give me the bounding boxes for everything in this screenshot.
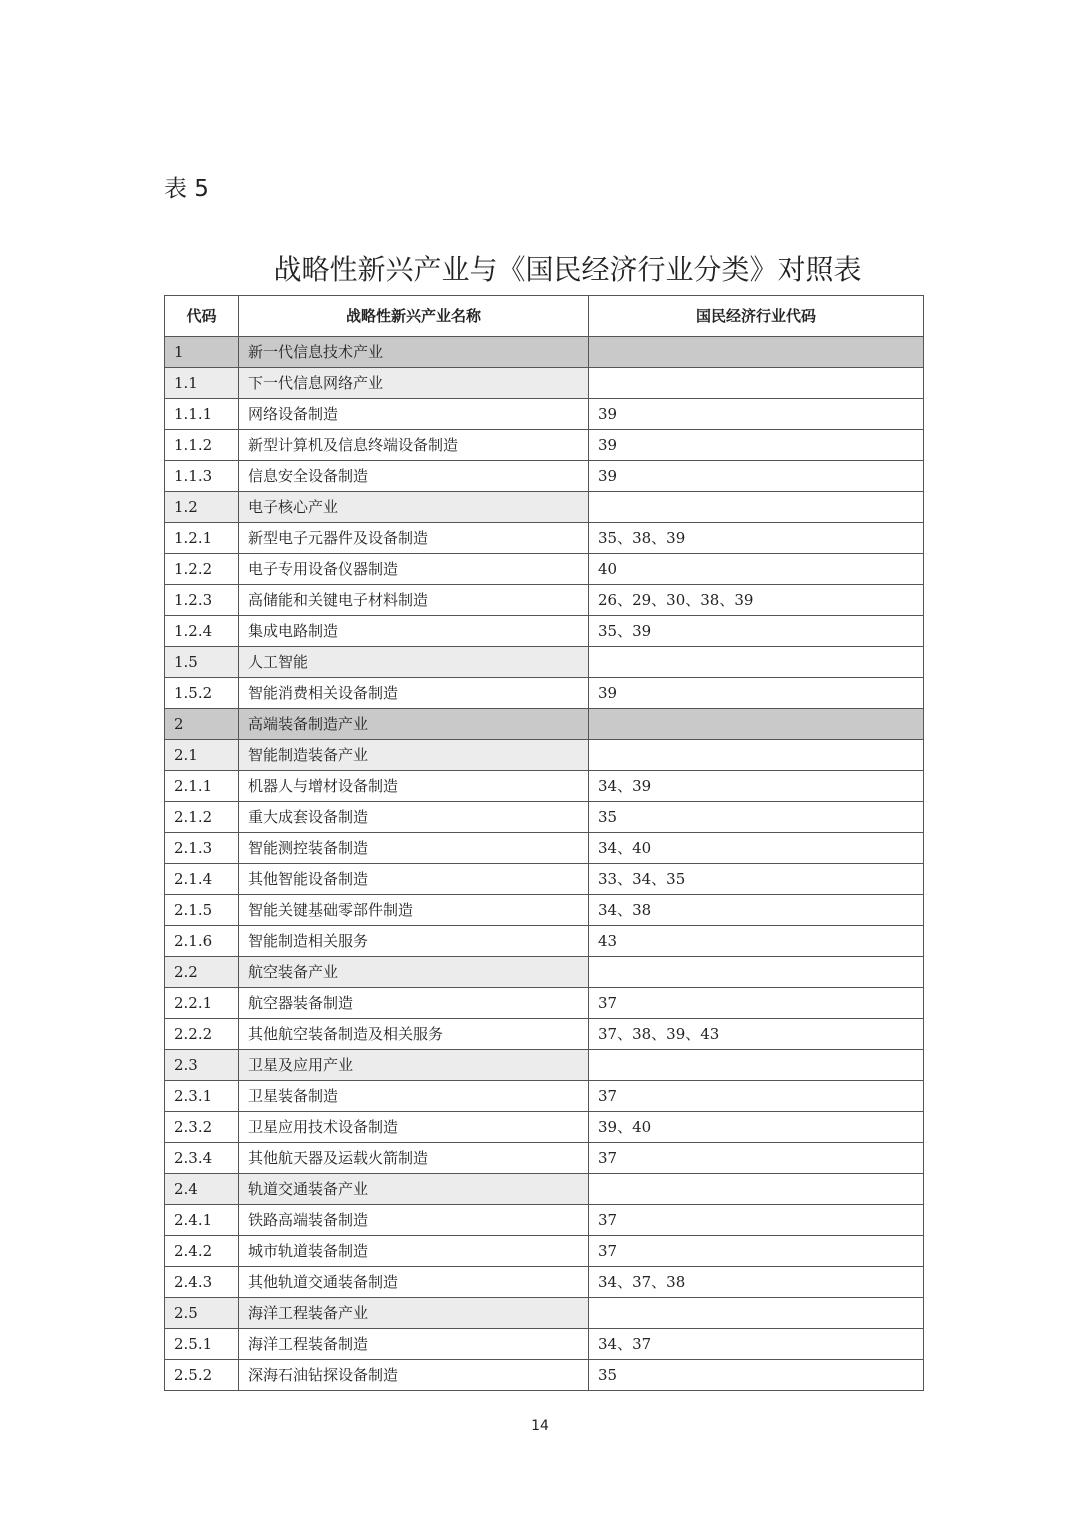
table-row: [165, 926, 924, 957]
row-code-cell: 1.2.3: [165, 585, 239, 616]
row-industry-name-cell: 城市轨道装备制造: [239, 1236, 589, 1267]
table-row: [165, 1081, 924, 1112]
table-row: [165, 740, 924, 771]
row-industry-name-cell: 新型计算机及信息终端设备制造: [239, 430, 589, 461]
row-economic-code-cell: 37、38、39、43: [589, 1019, 924, 1050]
row-code-cell: 2.5: [165, 1298, 239, 1329]
row-economic-code-cell: [589, 709, 924, 740]
row-code-cell: 1.2.4: [165, 616, 239, 647]
row-code-cell: 1.2.1: [165, 523, 239, 554]
row-code-cell: 1.1.1: [165, 399, 239, 430]
table-row: [165, 461, 924, 492]
row-code-cell: 2.1.4: [165, 864, 239, 895]
row-code-cell: 1.5: [165, 647, 239, 678]
row-industry-name-cell: 网络设备制造: [239, 399, 589, 430]
row-code-cell: 2.3.1: [165, 1081, 239, 1112]
row-code-cell: 1: [165, 337, 239, 368]
table-row: [165, 833, 924, 864]
row-industry-name-cell: 卫星装备制造: [239, 1081, 589, 1112]
row-code-cell: 2.4: [165, 1174, 239, 1205]
column-header-economic-code: 国民经济行业代码: [589, 296, 924, 337]
table-row: [165, 368, 924, 399]
row-economic-code-cell: 43: [589, 926, 924, 957]
row-economic-code-cell: 37: [589, 1081, 924, 1112]
industry-mapping-table: [164, 295, 924, 1391]
row-economic-code-cell: [589, 1298, 924, 1329]
table-row: [165, 802, 924, 833]
table-row: [165, 957, 924, 988]
row-economic-code-cell: 39: [589, 430, 924, 461]
row-industry-name-cell: 航空装备产业: [239, 957, 589, 988]
table-row: [165, 771, 924, 802]
row-code-cell: 1.1.3: [165, 461, 239, 492]
row-code-cell: 2.2: [165, 957, 239, 988]
table-row: [165, 864, 924, 895]
row-code-cell: 2.1.3: [165, 833, 239, 864]
row-economic-code-cell: 26、29、30、38、39: [589, 585, 924, 616]
row-economic-code-cell: 37: [589, 1143, 924, 1174]
row-code-cell: 1.2.2: [165, 554, 239, 585]
table-row: [165, 399, 924, 430]
table-row: [165, 709, 924, 740]
row-industry-name-cell: 新型电子元器件及设备制造: [239, 523, 589, 554]
row-economic-code-cell: 37: [589, 1236, 924, 1267]
row-industry-name-cell: 智能制造相关服务: [239, 926, 589, 957]
row-code-cell: 2.2.1: [165, 988, 239, 1019]
table-row: [165, 678, 924, 709]
row-code-cell: 2: [165, 709, 239, 740]
table-row: [165, 430, 924, 461]
row-industry-name-cell: 海洋工程装备产业: [239, 1298, 589, 1329]
table-row: [165, 988, 924, 1019]
row-industry-name-cell: 其他航空装备制造及相关服务: [239, 1019, 589, 1050]
row-economic-code-cell: [589, 368, 924, 399]
row-industry-name-cell: 其他智能设备制造: [239, 864, 589, 895]
row-economic-code-cell: [589, 1174, 924, 1205]
table-label: 表 5: [164, 176, 209, 202]
table-row: [165, 616, 924, 647]
row-economic-code-cell: [589, 492, 924, 523]
row-industry-name-cell: 新一代信息技术产业: [239, 337, 589, 368]
table-row: [165, 337, 924, 368]
row-code-cell: 2.1.1: [165, 771, 239, 802]
table-row: [165, 1267, 924, 1298]
row-code-cell: 2.4.3: [165, 1267, 239, 1298]
row-industry-name-cell: 重大成套设备制造: [239, 802, 589, 833]
row-code-cell: 2.5.2: [165, 1360, 239, 1391]
row-economic-code-cell: 34、39: [589, 771, 924, 802]
row-industry-name-cell: 电子专用设备仪器制造: [239, 554, 589, 585]
row-economic-code-cell: 39: [589, 678, 924, 709]
row-industry-name-cell: 其他航天器及运载火箭制造: [239, 1143, 589, 1174]
row-industry-name-cell: 智能消费相关设备制造: [239, 678, 589, 709]
row-industry-name-cell: 电子核心产业: [239, 492, 589, 523]
table-row: [165, 1236, 924, 1267]
row-economic-code-cell: 39、40: [589, 1112, 924, 1143]
row-economic-code-cell: [589, 647, 924, 678]
table-row: [165, 1143, 924, 1174]
row-economic-code-cell: 34、38: [589, 895, 924, 926]
row-economic-code-cell: 35、38、39: [589, 523, 924, 554]
column-header-code: 代码: [165, 296, 239, 337]
table-row: [165, 647, 924, 678]
row-code-cell: 2.1.6: [165, 926, 239, 957]
row-code-cell: 2.1.5: [165, 895, 239, 926]
row-economic-code-cell: [589, 337, 924, 368]
row-industry-name-cell: 高储能和关键电子材料制造: [239, 585, 589, 616]
row-industry-name-cell: 下一代信息网络产业: [239, 368, 589, 399]
table-row: [165, 554, 924, 585]
table-row: [165, 1050, 924, 1081]
table-row: [165, 1360, 924, 1391]
row-code-cell: 2.3: [165, 1050, 239, 1081]
table-row: [165, 1112, 924, 1143]
row-economic-code-cell: 35、39: [589, 616, 924, 647]
row-industry-name-cell: 航空器装备制造: [239, 988, 589, 1019]
row-code-cell: 1.1: [165, 368, 239, 399]
row-code-cell: 2.3.4: [165, 1143, 239, 1174]
row-industry-name-cell: 集成电路制造: [239, 616, 589, 647]
row-industry-name-cell: 其他轨道交通装备制造: [239, 1267, 589, 1298]
row-economic-code-cell: 40: [589, 554, 924, 585]
row-industry-name-cell: 深海石油钻探设备制造: [239, 1360, 589, 1391]
row-code-cell: 2.5.1: [165, 1329, 239, 1360]
row-code-cell: 1.2: [165, 492, 239, 523]
row-economic-code-cell: 34、37: [589, 1329, 924, 1360]
row-code-cell: 2.4.1: [165, 1205, 239, 1236]
table-row: [165, 1329, 924, 1360]
column-header-industry-name: 战略性新兴产业名称: [239, 296, 589, 337]
row-industry-name-cell: 智能关键基础零部件制造: [239, 895, 589, 926]
table-row: [165, 895, 924, 926]
table-row: [165, 492, 924, 523]
row-economic-code-cell: 33、34、35: [589, 864, 924, 895]
row-economic-code-cell: 37: [589, 1205, 924, 1236]
table-row: [165, 1298, 924, 1329]
table-row: [165, 1019, 924, 1050]
row-code-cell: 2.3.2: [165, 1112, 239, 1143]
table-body: [165, 337, 924, 1391]
row-economic-code-cell: 34、40: [589, 833, 924, 864]
row-code-cell: 2.1.2: [165, 802, 239, 833]
row-code-cell: 2.4.2: [165, 1236, 239, 1267]
row-industry-name-cell: 智能测控装备制造: [239, 833, 589, 864]
row-economic-code-cell: 34、37、38: [589, 1267, 924, 1298]
row-economic-code-cell: [589, 1050, 924, 1081]
page-title: 战略性新兴产业与《国民经济行业分类》对照表: [273, 253, 862, 286]
row-industry-name-cell: 机器人与增材设备制造: [239, 771, 589, 802]
table-row: [165, 523, 924, 554]
row-code-cell: 2.2.2: [165, 1019, 239, 1050]
row-code-cell: 1.1.2: [165, 430, 239, 461]
row-industry-name-cell: 卫星应用技术设备制造: [239, 1112, 589, 1143]
table-row: [165, 585, 924, 616]
row-industry-name-cell: 高端装备制造产业: [239, 709, 589, 740]
table-row: [165, 1174, 924, 1205]
table-header-row: [165, 296, 924, 337]
row-code-cell: 2.1: [165, 740, 239, 771]
row-industry-name-cell: 轨道交通装备产业: [239, 1174, 589, 1205]
row-economic-code-cell: [589, 957, 924, 988]
table-row: [165, 1205, 924, 1236]
row-industry-name-cell: 卫星及应用产业: [239, 1050, 589, 1081]
row-economic-code-cell: 35: [589, 802, 924, 833]
row-economic-code-cell: 37: [589, 988, 924, 1019]
row-economic-code-cell: 35: [589, 1360, 924, 1391]
row-code-cell: 1.5.2: [165, 678, 239, 709]
row-industry-name-cell: 人工智能: [239, 647, 589, 678]
page-number: 14: [531, 1418, 549, 1434]
row-industry-name-cell: 铁路高端装备制造: [239, 1205, 589, 1236]
row-economic-code-cell: 39: [589, 399, 924, 430]
row-industry-name-cell: 信息安全设备制造: [239, 461, 589, 492]
row-industry-name-cell: 海洋工程装备制造: [239, 1329, 589, 1360]
row-economic-code-cell: 39: [589, 461, 924, 492]
row-industry-name-cell: 智能制造装备产业: [239, 740, 589, 771]
row-economic-code-cell: [589, 740, 924, 771]
